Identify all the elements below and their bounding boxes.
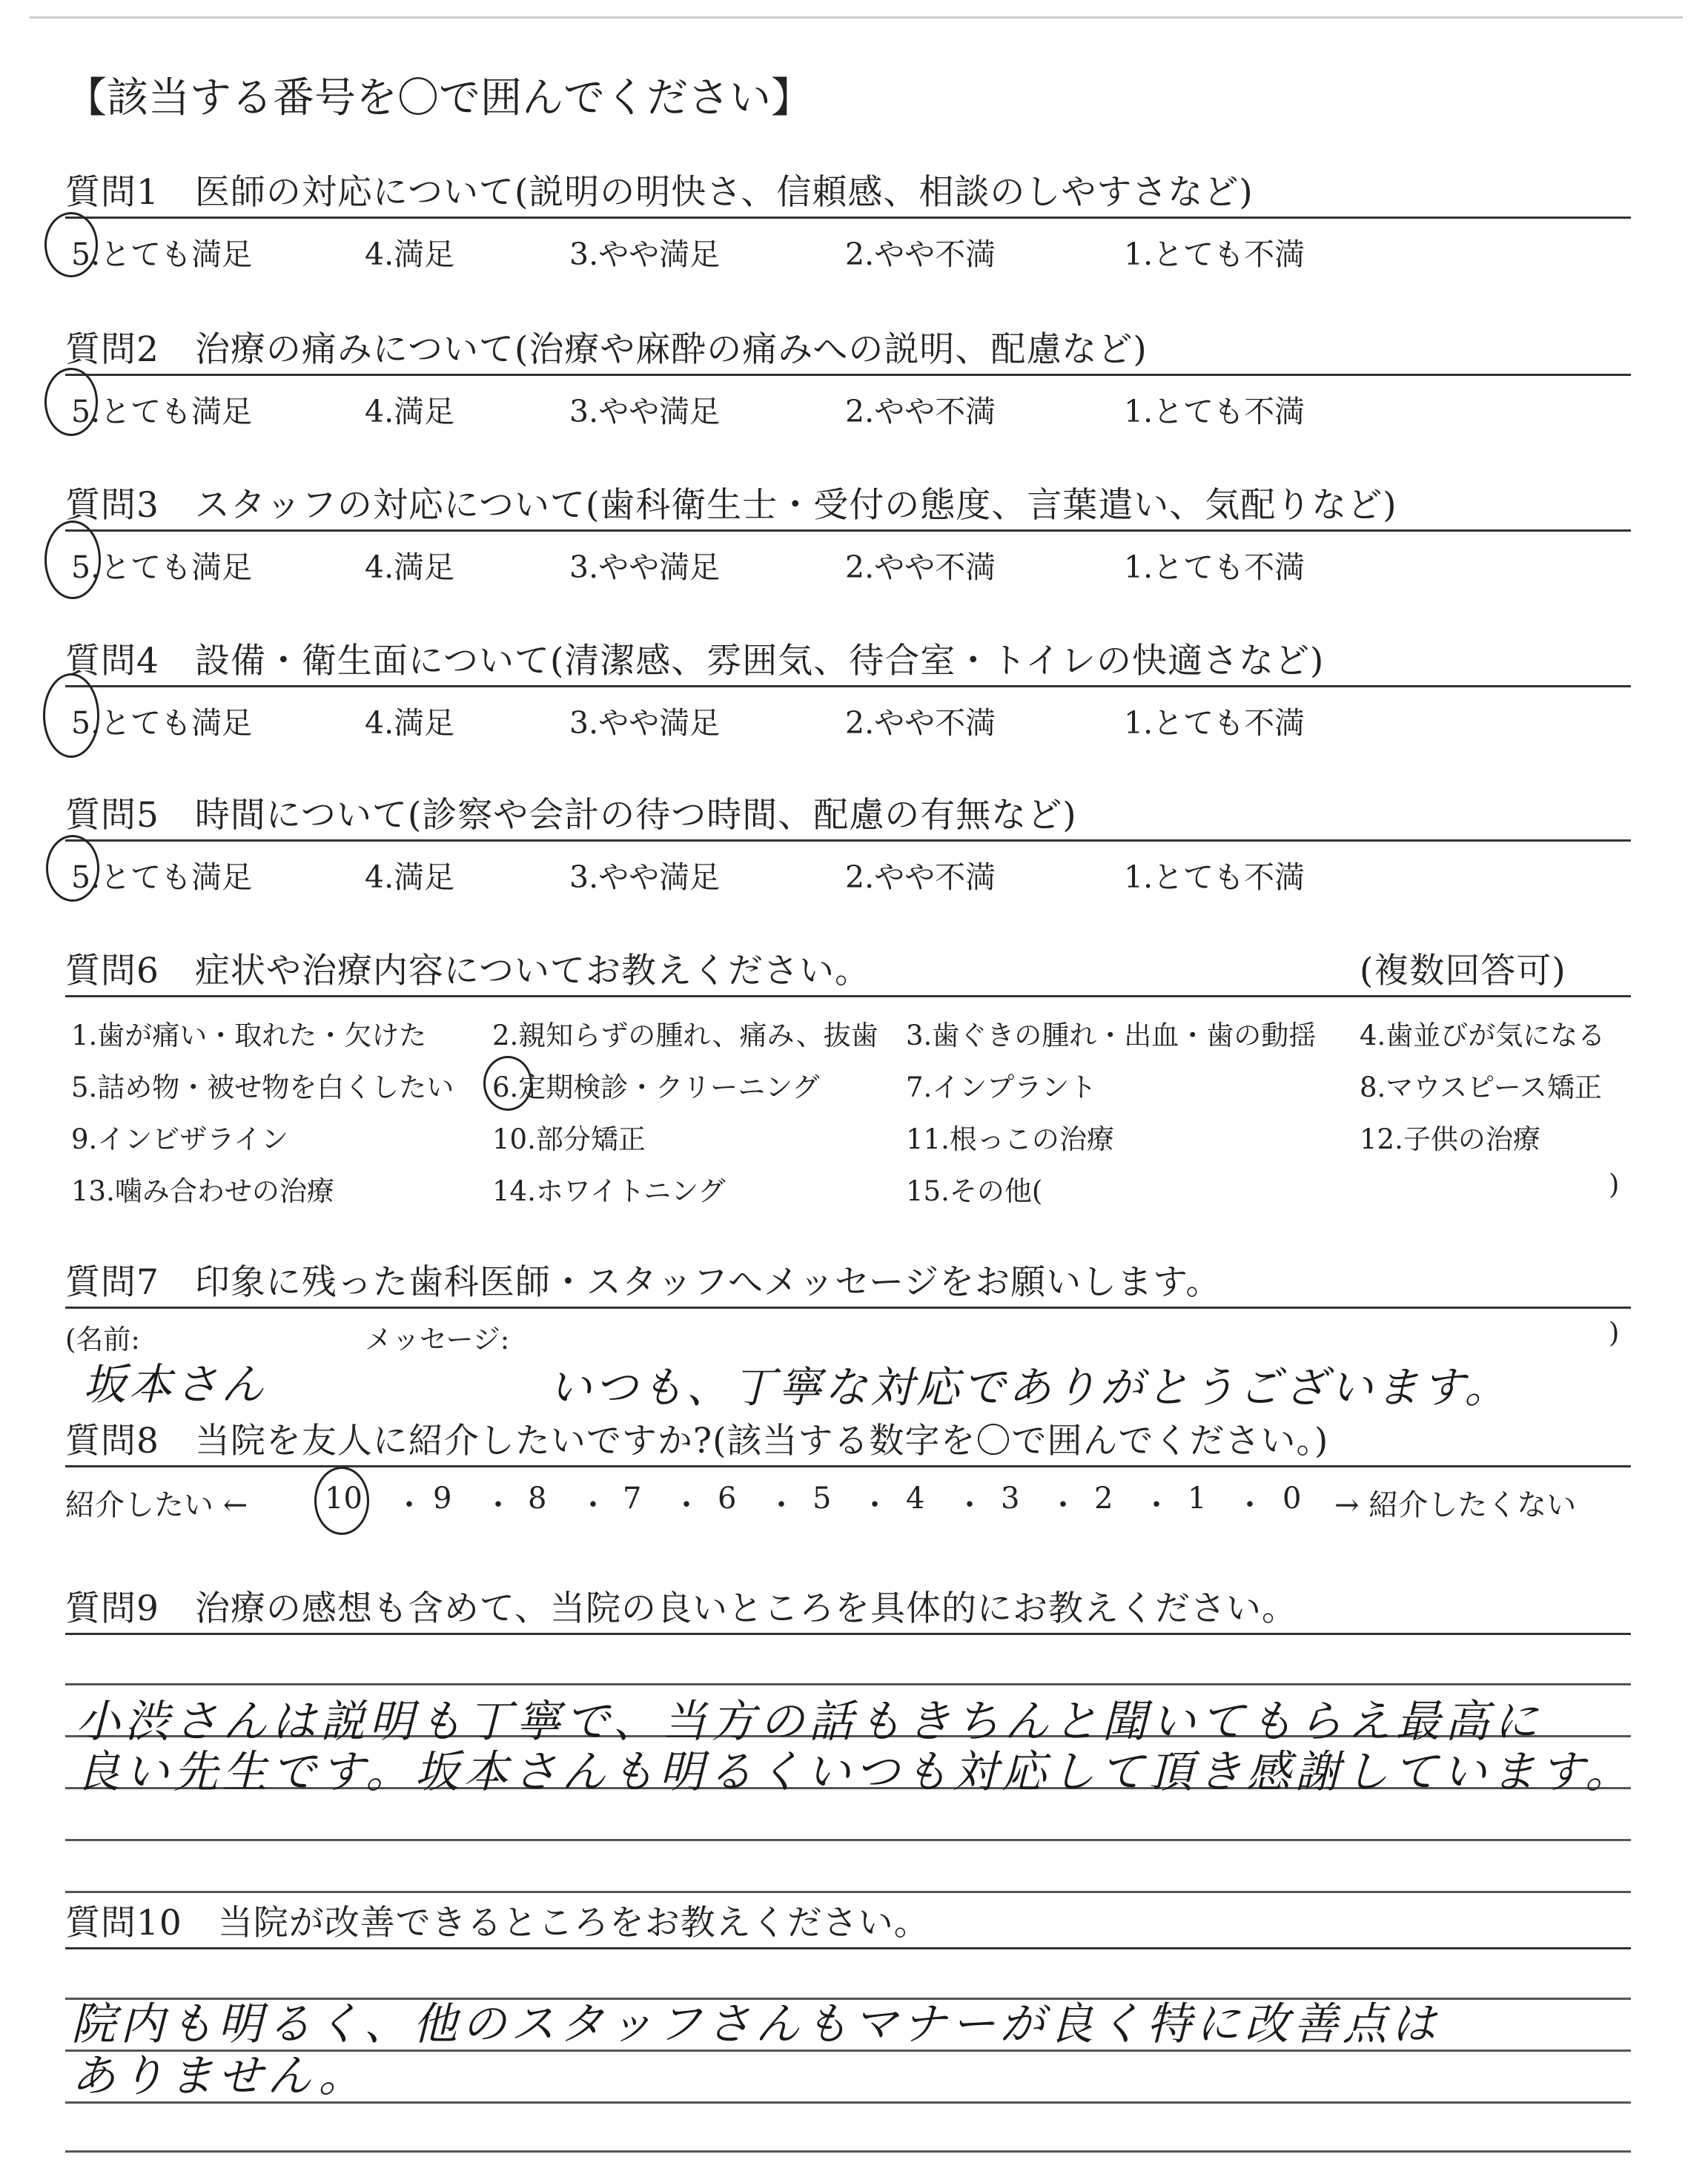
q7-question [65, 1255, 1221, 1304]
q7-text: 印象に残った歯科医師・スタッフへメッセージをお願いします。 [194, 1262, 1222, 1303]
q6-item-1[interactable]: 1.歯が痛い・取れた・欠けた [71, 1020, 427, 1051]
q8-separator: ・ [767, 1488, 796, 1522]
q2-question [65, 322, 1148, 371]
q4-option-1[interactable]: 1.とても不満 [1124, 705, 1305, 741]
q8-separator: ・ [955, 1488, 984, 1522]
q8-separator: ・ [394, 1488, 424, 1522]
q6-item-5[interactable]: 5.詰め物・被せ物を白くしたい [71, 1071, 454, 1103]
q3-text: スタッフの対応について(歯科衛生士・受付の態度、言葉遣い、気配りなど) [194, 485, 1397, 526]
q6-item-15[interactable]: 15.その他( [906, 1175, 1043, 1207]
q6-item-4[interactable]: 4.歯並びが気になる [1360, 1020, 1606, 1051]
q6-label: 質問6 [65, 951, 159, 991]
q8-separator: ・ [1142, 1488, 1171, 1522]
q6-item-9[interactable]: 9.インビザライン [71, 1123, 289, 1155]
q2-label: 質問2 [65, 329, 159, 370]
q9-answer-line [65, 1683, 1631, 1685]
q3-rule [65, 529, 1631, 532]
q5-option-3[interactable]: 3.やや満足 [569, 859, 721, 895]
q6-item-8[interactable]: 8.マウスピース矯正 [1360, 1071, 1602, 1103]
q9-question [65, 1581, 1297, 1631]
q2-option-5[interactable]: 5.とても満足 [71, 394, 253, 429]
q1-selection-circle [44, 212, 98, 277]
q5-option-1[interactable]: 1.とても不満 [1124, 859, 1305, 895]
q8-separator: ・ [483, 1488, 513, 1522]
q9-answer-line-2[interactable]: 良い先生です。坂本さんも明るくいつも対応して頂き感謝しています。 [76, 1746, 1635, 1798]
q8-separator: ・ [672, 1488, 701, 1522]
q5-rule [65, 839, 1631, 842]
q3-option-5[interactable]: 5.とても満足 [71, 549, 253, 585]
q8-separator: ・ [860, 1488, 890, 1522]
q8-text: 当院を友人に紹介したいですか?(該当する数字を〇で囲んでください。) [194, 1421, 1329, 1462]
q3-question [65, 478, 1397, 527]
q5-option-4[interactable]: 4.満足 [365, 859, 455, 895]
q9-label: 質問9 [65, 1588, 159, 1629]
q6-item-2[interactable]: 2.親知らずの腫れ、痛み、抜歯 [492, 1020, 878, 1051]
q10-answer-line-1[interactable]: 院内も明るく、他のスタッフさんもマナーが良く特に改善点は [71, 1998, 1440, 2050]
q2-text: 治療の痛みについて(治療や麻酔の痛みへの説明、配慮など) [194, 329, 1148, 370]
q8-label: 質問8 [65, 1421, 159, 1462]
q1-question [65, 165, 1254, 214]
q8-right-label: → 紹介したくない [1334, 1488, 1577, 1522]
q2-rule [65, 374, 1631, 376]
q8-scale-0[interactable]: 0 [1282, 1482, 1302, 1516]
q9-answer-line [65, 1891, 1631, 1893]
q6-note: (複数回答可) [1360, 951, 1566, 991]
q8-question [65, 1413, 1328, 1463]
q5-option-2[interactable]: 2.やや不満 [845, 859, 996, 895]
q6-item-6[interactable]: 6.定期検診・クリーニング [492, 1071, 820, 1103]
q8-scale-3[interactable]: 3 [1001, 1482, 1020, 1516]
q6-item-15-close: ) [1609, 1169, 1620, 1200]
q3-label: 質問3 [65, 485, 159, 526]
q7-message-label: メッセージ: [365, 1324, 510, 1355]
q5-selection-circle [46, 835, 99, 902]
q4-option-5[interactable]: 5.とても満足 [71, 705, 253, 741]
q7-label: 質問7 [65, 1262, 159, 1303]
instruction-heading: 【該当する番号を〇で囲んでください】 [65, 74, 812, 122]
q7-name-answer[interactable]: 坂本さん [83, 1359, 268, 1410]
q10-text: 当院が改善できるところをお教えください。 [217, 1903, 930, 1943]
q2-option-1[interactable]: 1.とても不満 [1124, 394, 1305, 429]
q7-close-paren: ) [1609, 1317, 1620, 1349]
q8-scale-8[interactable]: 8 [528, 1482, 547, 1516]
q9-rule [65, 1633, 1631, 1635]
q10-question [65, 1895, 930, 1945]
q1-text: 医師の対応について(説明の明快さ、信頼感、相談のしやすさなど) [194, 172, 1254, 213]
q8-scale-6[interactable]: 6 [718, 1482, 737, 1516]
q4-option-4[interactable]: 4.満足 [365, 705, 455, 741]
q3-option-4[interactable]: 4.満足 [365, 549, 455, 585]
q10-answer-line [65, 2150, 1631, 2153]
top-border [30, 16, 1683, 19]
q8-separator: ・ [1235, 1488, 1265, 1522]
q2-option-4[interactable]: 4.満足 [365, 394, 455, 429]
q8-rule [65, 1465, 1631, 1467]
q1-option-4[interactable]: 4.満足 [365, 237, 455, 272]
q6-selection-circle [483, 1056, 532, 1111]
q9-answer-line-1[interactable]: 小渋さんは説明も丁寧で、当方の話もきちんと聞いてもらえ最高に [76, 1696, 1543, 1748]
q10-label: 質問10 [65, 1903, 182, 1943]
q8-scale-4[interactable]: 4 [906, 1482, 925, 1516]
q5-text: 時間について(診察や会計の待つ時間、配慮の有無など) [194, 795, 1077, 836]
q1-option-3[interactable]: 3.やや満足 [569, 237, 721, 272]
q7-name-label: (名前: [65, 1324, 140, 1355]
q4-text: 設備・衛生面について(清潔感、雰囲気、待合室・トイレの快適さなど) [194, 641, 1325, 681]
q6-text: 症状や治療内容についてお教えください。 [194, 951, 870, 991]
q10-answer-line-2[interactable]: ありません。 [71, 2050, 368, 2102]
q5-label: 質問5 [65, 795, 159, 836]
q5-option-5[interactable]: 5.とても満足 [71, 859, 253, 895]
q10-rule [65, 1947, 1631, 1949]
q3-option-2[interactable]: 2.やや不満 [845, 549, 996, 585]
q1-label: 質問1 [65, 172, 159, 213]
q6-item-14[interactable]: 14.ホワイトニング [492, 1175, 726, 1207]
q1-option-5[interactable]: 5.とても満足 [71, 237, 253, 272]
q2-selection-circle [44, 368, 98, 436]
q4-question [65, 633, 1324, 683]
q6-item-11[interactable]: 11.根っこの治療 [906, 1123, 1114, 1155]
q3-option-1[interactable]: 1.とても不満 [1124, 549, 1305, 585]
q8-selection-circle [314, 1467, 369, 1535]
q8-scale-10[interactable]: 10 [325, 1482, 363, 1516]
q1-option-2[interactable]: 2.やや不満 [845, 237, 996, 272]
q1-option-1[interactable]: 1.とても不満 [1124, 237, 1305, 272]
q7-message-answer[interactable]: いつも、丁寧な対応でありがとうございます。 [549, 1362, 1511, 1413]
q8-scale-9[interactable]: 9 [433, 1482, 452, 1516]
q8-left-label: 紹介したい ← [65, 1488, 248, 1522]
q3-selection-circle [44, 521, 101, 599]
q4-option-3[interactable]: 3.やや満足 [569, 705, 721, 741]
q8-scale-2[interactable]: 2 [1094, 1482, 1113, 1516]
q4-option-2[interactable]: 2.やや不満 [845, 705, 996, 741]
q6-rule [65, 995, 1631, 997]
q5-question [65, 787, 1077, 837]
q6-item-7[interactable]: 7.インプラント [906, 1071, 1097, 1103]
q8-separator: ・ [1048, 1488, 1078, 1522]
q6-item-3[interactable]: 3.歯ぐきの腫れ・出血・歯の動揺 [906, 1020, 1317, 1051]
q6-question [65, 943, 870, 993]
q8-separator: ・ [578, 1488, 608, 1522]
q7-rule [65, 1307, 1631, 1309]
q4-selection-circle [43, 673, 99, 758]
q8-scale-5[interactable]: 5 [812, 1482, 832, 1516]
q2-option-2[interactable]: 2.やや不満 [845, 394, 996, 429]
q8-scale-7[interactable]: 7 [623, 1482, 642, 1516]
q6-item-13[interactable]: 13.噛み合わせの治療 [71, 1175, 334, 1207]
q9-answer-line [65, 1839, 1631, 1841]
q2-option-3[interactable]: 3.やや満足 [569, 394, 721, 429]
q6-item-12[interactable]: 12.子供の治療 [1360, 1123, 1540, 1155]
q8-scale-1[interactable]: 1 [1188, 1482, 1207, 1516]
q4-rule [65, 685, 1631, 687]
q1-rule [65, 217, 1631, 219]
q6-item-10[interactable]: 10.部分矯正 [492, 1123, 646, 1155]
q9-text: 治療の感想も含めて、当院の良いところを具体的にお教えください。 [194, 1588, 1297, 1629]
q3-option-3[interactable]: 3.やや満足 [569, 549, 721, 585]
q4-label: 質問4 [65, 641, 159, 681]
